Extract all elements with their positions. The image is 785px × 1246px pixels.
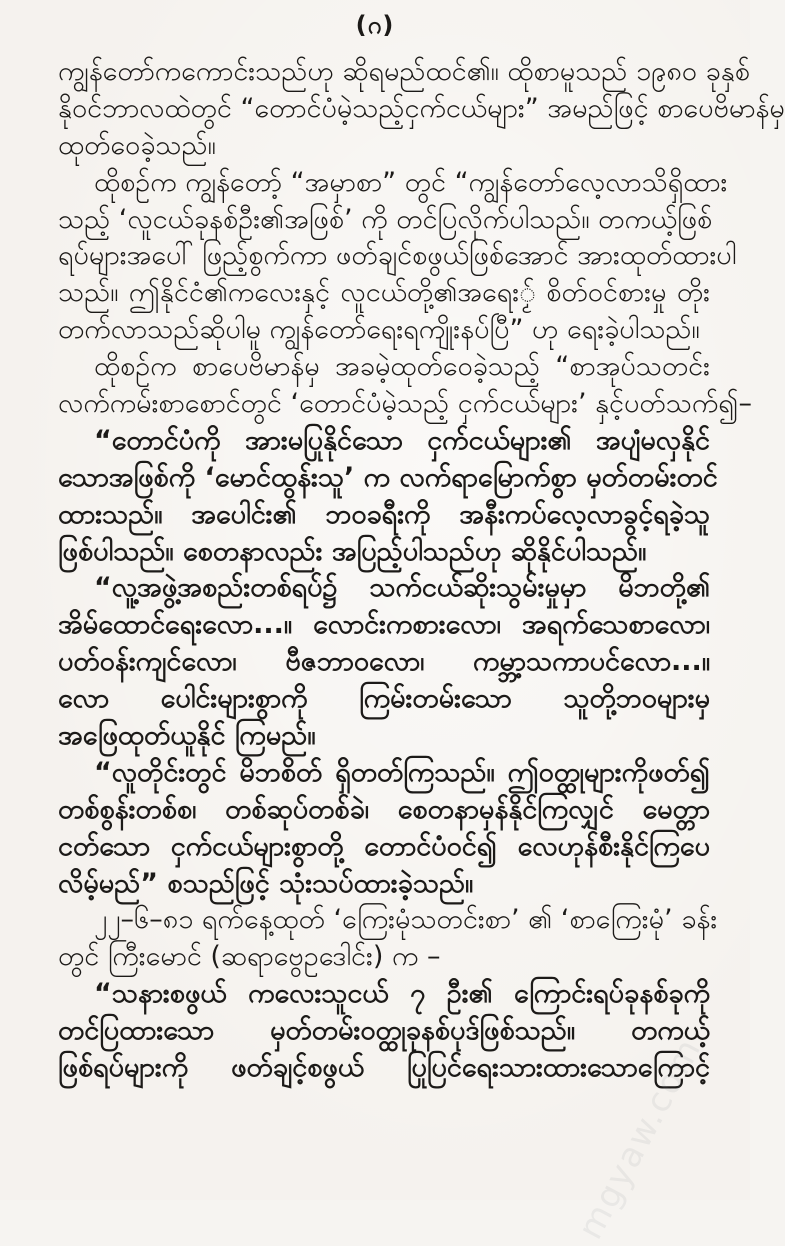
text-line: ကျွန်တော်ကကောင်းသည်ဟု ဆိုရမည်ထင်၏။ ထိုစာမူသည် ၁၉၈၀ ခုနှစ် xyxy=(58,56,750,87)
text-line: ဖြစ်ရပ်များကို ဖတ်ချင့်စဖွယ် ပြုပြင်ရေးသားထားသောကြောင့် xyxy=(58,1052,710,1084)
text-line: သည့် ‘လူငယ်ခုနစ်ဦး၏အဖြစ်’ ကို တင်ပြလိုက်ပါသည်။ တကယ့်ဖြစ် xyxy=(58,203,713,235)
text-line: လက်ကမ်းစာစောင်တွင် ‘တောင်ပံမဲ့သည့် ငှက်ငယ်များ’ နှင့်ပတ်သက်၍– xyxy=(58,388,752,420)
page-number: (ဂ) xyxy=(355,11,395,39)
text-line: ထုတ်ဝေခဲ့သည်။ xyxy=(58,129,216,161)
text-line: တွင် ကြီးမောင် (ဆရာဗွေဥဒေါင်း) က – xyxy=(58,941,441,973)
text-line: အိမ်ထောင်ရေးလော...။ လောင်းကစားလော၊ အရက်သေစာလော၊ xyxy=(58,609,710,641)
text-line: လော ပေါင်းများစွာကို ကြမ်းတမ်းသော သူတို့ဘဝများမှ xyxy=(58,683,710,715)
text-line: ထိုစဉ်က ကျွန်တော့် “အမှာစာ” တွင် “ကျွန်တော်လေ့လာသိရှိထား xyxy=(94,166,728,198)
text-line: သောအဖြစ်ကို ‘မောင်ထွန်းသူ’ က လက်ရာမြောက်စွာ မှတ်တမ်းတင် xyxy=(58,461,718,493)
text-line: ဖြစ်ပါသည်။ စေတနာလည်း အပြည့်ပါသည်ဟု ဆိုနိုင်ပါသည်။ xyxy=(58,535,647,567)
text-line: သည်။ ဤနိုင်ငံ၏ကလေးနှင့် လူငယ်တို့၏အရေးၟ် စိတ်ဝင်စားမှု တိုး xyxy=(58,277,710,309)
text-line: ၂၂–၆–၈၁ ရက်နေ့ထုတ် ‘ကြေးမုံသတင်းစာ’ ၏ ‘စာကြေးမုံ’ ခန်း xyxy=(94,904,718,936)
text-line: နိုဝင်ဘာလထဲတွင် “တောင်ပံမဲ့သည့်ငှက်ငယ်များ” အမည်ဖြင့် စာပေဗိမာန်မှ xyxy=(58,92,785,124)
text-line: “လူ့အဖွဲ့အစည်းတစ်ရပ်၌ သက်ငယ်ဆိုးသွမ်းမှုမှာ မိဘတို့၏ xyxy=(94,572,710,604)
text-line: အဖြေထုတ်ယူနိုင် ကြမည်။ xyxy=(58,720,316,752)
text-line: ပတ်ဝန်းကျင်လော၊ ဗီဇဘာဝလော၊ ကမ္ဘာ့သကာပင်လော...။ xyxy=(58,646,710,678)
text-line: တစ်စွန်းတစ်စ၊ တစ်ဆုပ်တစ်ခဲ၊ စေတနာမှန်နိုင်ကြလျှင် မေတ္တာ xyxy=(58,793,710,825)
text-line: တက်လာသည်ဆိုပါမူ ကျွန်တော်ရေးရကျိုးနပ်ပြီ” ဟု ရေးခဲ့ပါသည်။ xyxy=(58,314,700,346)
text-line: “လူတိုင်းတွင် မိဘစိတ် ရှိတတ်ကြသည်။ ဤဝတ္ထုများကိုဖတ်၍ xyxy=(94,756,710,788)
text-line: “သနားစဖွယ် ကလေးသူငယ် ၇ ဦး၏ ကြောင်းရပ်ခုနစ်ခုကို xyxy=(94,978,710,1010)
text-line: တင်ပြထားသော မှတ်တမ်းဝတ္ထုခုနစ်ပုဒ်ဖြစ်သည်။ တကယ့် xyxy=(58,1015,710,1047)
text-line: ရပ်များအပေါ် ဖြည့်စွက်ကာ ဖတ်ချင်စဖွယ်ဖြစ်အောင် အားထုတ်ထားပါ xyxy=(58,240,737,272)
text-line: ထားသည်။ အပေါင်း၏ ဘဝခရီးကို အနီးကပ်လေ့လာခွင့်ရခဲ့သူ xyxy=(58,498,710,530)
text-line: “တောင်ပံကို အားမပြုနိုင်သော ငှက်ငယ်များ၏ အပျံမလှနိုင် xyxy=(94,424,710,456)
text-line: ထိုစဉ်က စာပေဗိမာန်မှ အခမဲ့ထုတ်ဝေခဲ့သည့် “စာအုပ်သတင်း xyxy=(94,351,710,383)
text-line: ငတ်သော ငှက်ငယ်များစွာတို့ တောင်ပံဝင်၍ လေဟုန်စီးနိုင်ကြပေ xyxy=(58,830,710,862)
body-text xyxy=(58,54,785,1087)
watermark: mgyaw.com xyxy=(570,1031,710,1246)
text-line: လိမ့်မည်” စသည်ဖြင့် သုံးသပ်ထားခဲ့သည်။ xyxy=(58,867,474,899)
